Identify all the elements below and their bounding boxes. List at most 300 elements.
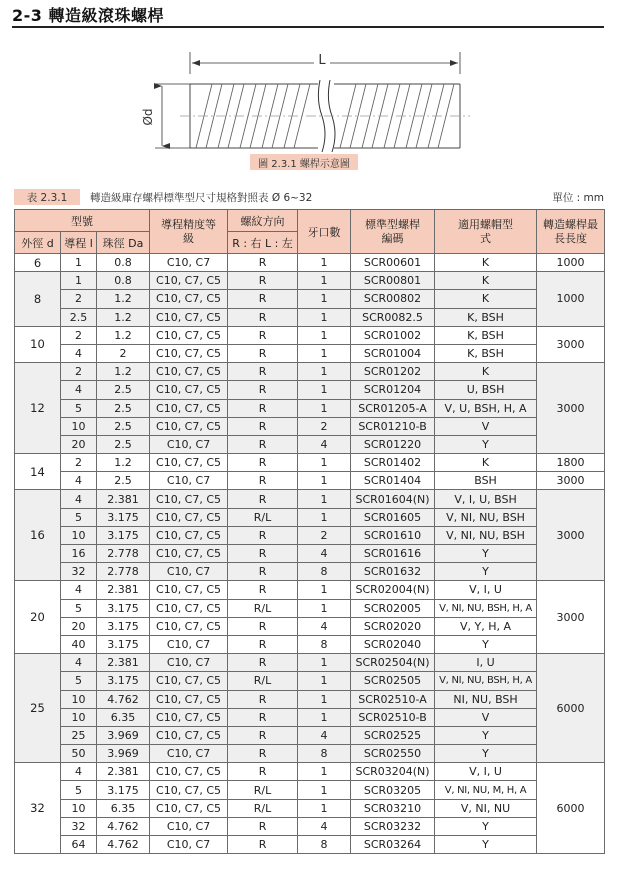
cell-lead: 32 — [61, 563, 97, 581]
cell-standard-code: SCR02550 — [351, 745, 435, 763]
cell-standard-code: SCR02505 — [351, 672, 435, 690]
header-nut-type: 適用螺帽型式 — [435, 210, 537, 254]
cell-ball-diameter: 3.175 — [97, 599, 150, 617]
cell-thread-direction: R — [228, 545, 298, 563]
cell-circuits: 1 — [298, 672, 351, 690]
cell-outer-diameter: 25 — [15, 654, 61, 763]
cell-ball-diameter: 2.5 — [97, 472, 150, 490]
cell-outer-diameter: 6 — [15, 254, 61, 272]
spec-table — [14, 209, 605, 854]
cell-nut-type: V, I, U — [435, 581, 537, 599]
cell-lead: 4 — [61, 344, 97, 362]
cell-accuracy: C10, C7, C5 — [150, 508, 228, 526]
table-row — [15, 344, 605, 362]
cell-accuracy: C10, C7 — [150, 435, 228, 453]
header-ball-diameter: 珠徑 Da — [97, 232, 150, 254]
cell-accuracy: C10, C7, C5 — [150, 272, 228, 290]
cell-lead: 50 — [61, 745, 97, 763]
cell-thread-direction: R/L — [228, 508, 298, 526]
cell-lead: 1 — [61, 254, 97, 272]
cell-standard-code: SCR03210 — [351, 799, 435, 817]
cell-outer-diameter: 32 — [15, 763, 61, 854]
cell-circuits: 1 — [298, 290, 351, 308]
cell-circuits: 1 — [298, 308, 351, 326]
table-row — [15, 817, 605, 835]
cell-ball-diameter: 4.762 — [97, 836, 150, 854]
cell-accuracy: C10, C7, C5 — [150, 599, 228, 617]
cell-outer-diameter: 10 — [15, 326, 61, 362]
cell-thread-direction: R — [228, 254, 298, 272]
cell-accuracy: C10, C7, C5 — [150, 726, 228, 744]
cell-lead: 5 — [61, 508, 97, 526]
cell-accuracy: C10, C7, C5 — [150, 290, 228, 308]
cell-lead: 4 — [61, 381, 97, 399]
cell-nut-type: I, U — [435, 654, 537, 672]
cell-standard-code: SCR02510-A — [351, 690, 435, 708]
cell-lead: 10 — [61, 708, 97, 726]
cell-nut-type: V, NI, NU, BSH, H, A — [435, 599, 537, 617]
cell-thread-direction: R — [228, 708, 298, 726]
ball-screw-diagram — [0, 44, 617, 154]
cell-standard-code: SCR02004(N) — [351, 581, 435, 599]
cell-thread-direction: R — [228, 581, 298, 599]
cell-ball-diameter: 2.381 — [97, 581, 150, 599]
table-label: 表 2.3.1 — [14, 189, 80, 205]
table-row — [15, 599, 605, 617]
cell-standard-code: SCR00801 — [351, 272, 435, 290]
table-row — [15, 836, 605, 854]
table-caption-row — [14, 189, 604, 205]
cell-lead: 5 — [61, 399, 97, 417]
cell-outer-diameter: 14 — [15, 454, 61, 490]
cell-standard-code: SCR03232 — [351, 817, 435, 835]
table-row — [15, 745, 605, 763]
spec-table-body — [15, 254, 605, 854]
cell-standard-code: SCR03204(N) — [351, 763, 435, 781]
header-lead: 導程 l — [61, 232, 97, 254]
cell-standard-code: SCR02510-B — [351, 708, 435, 726]
title-rule — [12, 26, 604, 28]
table-row — [15, 581, 605, 599]
cell-thread-direction: R — [228, 435, 298, 453]
cell-circuits: 1 — [298, 399, 351, 417]
cell-thread-direction: R — [228, 745, 298, 763]
cell-nut-type: V, NI, NU, BSH — [435, 526, 537, 544]
cell-thread-direction: R — [228, 635, 298, 653]
cell-lead: 2 — [61, 326, 97, 344]
cell-circuits: 1 — [298, 326, 351, 344]
cell-thread-direction: R/L — [228, 672, 298, 690]
cell-thread-direction: R — [228, 472, 298, 490]
cell-lead: 10 — [61, 526, 97, 544]
length-label: L — [318, 53, 326, 68]
cell-accuracy: C10, C7, C5 — [150, 417, 228, 435]
cell-thread-direction: R — [228, 381, 298, 399]
cell-ball-diameter: 1.2 — [97, 363, 150, 381]
cell-lead: 10 — [61, 690, 97, 708]
cell-standard-code: SCR00802 — [351, 290, 435, 308]
cell-standard-code: SCR02040 — [351, 635, 435, 653]
header-circuits: 牙口數 — [298, 210, 351, 254]
cell-standard-code: SCR02525 — [351, 726, 435, 744]
cell-circuits: 1 — [298, 472, 351, 490]
cell-nut-type: V, I, U, BSH — [435, 490, 537, 508]
cell-circuits: 2 — [298, 417, 351, 435]
table-row — [15, 545, 605, 563]
cell-circuits: 1 — [298, 763, 351, 781]
cell-lead: 20 — [61, 617, 97, 635]
cell-lead: 2 — [61, 290, 97, 308]
cell-thread-direction: R — [228, 454, 298, 472]
cell-nut-type: Y — [435, 545, 537, 563]
cell-circuits: 1 — [298, 254, 351, 272]
cell-circuits: 8 — [298, 563, 351, 581]
cell-circuits: 1 — [298, 581, 351, 599]
cell-nut-type: Y — [435, 726, 537, 744]
table-row — [15, 654, 605, 672]
cell-standard-code: SCR01205-A — [351, 399, 435, 417]
cell-accuracy: C10, C7, C5 — [150, 545, 228, 563]
cell-standard-code: SCR01616 — [351, 545, 435, 563]
cell-nut-type: Y — [435, 836, 537, 854]
table-row — [15, 326, 605, 344]
cell-circuits: 1 — [298, 344, 351, 362]
table-unit: 單位 : mm — [552, 192, 604, 204]
cell-standard-code: SCR01604(N) — [351, 490, 435, 508]
cell-lead: 32 — [61, 817, 97, 835]
cell-circuits: 1 — [298, 272, 351, 290]
cell-ball-diameter: 2 — [97, 344, 150, 362]
cell-ball-diameter: 2.5 — [97, 381, 150, 399]
cell-nut-type: K, BSH — [435, 344, 537, 362]
cell-max-length: 3000 — [537, 363, 605, 454]
cell-thread-direction: R — [228, 563, 298, 581]
cell-circuits: 4 — [298, 726, 351, 744]
cell-ball-diameter: 0.8 — [97, 254, 150, 272]
cell-max-length: 1800 — [537, 454, 605, 472]
cell-thread-direction: R — [228, 690, 298, 708]
cell-thread-direction: R — [228, 363, 298, 381]
cell-ball-diameter: 2.778 — [97, 545, 150, 563]
cell-standard-code: SCR01610 — [351, 526, 435, 544]
cell-nut-type: Y — [435, 745, 537, 763]
table-description: 轉造級庫存螺桿標準型尺寸規格對照表 Ø 6~32 — [90, 192, 313, 204]
cell-accuracy: C10, C7 — [150, 654, 228, 672]
cell-nut-type: Y — [435, 817, 537, 835]
cell-ball-diameter: 1.2 — [97, 290, 150, 308]
cell-thread-direction: R — [228, 726, 298, 744]
cell-ball-diameter: 6.35 — [97, 799, 150, 817]
cell-accuracy: C10, C7, C5 — [150, 490, 228, 508]
page-title: 2-3 轉造級滾珠螺桿 — [12, 6, 164, 25]
cell-lead: 40 — [61, 635, 97, 653]
cell-thread-direction: R — [228, 417, 298, 435]
cell-thread-direction: R — [228, 526, 298, 544]
cell-lead: 5 — [61, 672, 97, 690]
cell-standard-code: SCR01605 — [351, 508, 435, 526]
cell-circuits: 1 — [298, 654, 351, 672]
cell-circuits: 1 — [298, 381, 351, 399]
cell-standard-code: SCR03264 — [351, 836, 435, 854]
figure-caption: 圖 2.3.1 螺桿示意圖 — [250, 154, 358, 170]
cell-circuits: 2 — [298, 526, 351, 544]
cell-standard-code: SCR01004 — [351, 344, 435, 362]
cell-thread-direction: R — [228, 326, 298, 344]
cell-max-length: 6000 — [537, 763, 605, 854]
cell-standard-code: SCR01210-B — [351, 417, 435, 435]
cell-thread-direction: R — [228, 308, 298, 326]
cell-accuracy: C10, C7, C5 — [150, 781, 228, 799]
cell-standard-code: SCR02005 — [351, 599, 435, 617]
cell-circuits: 1 — [298, 490, 351, 508]
cell-ball-diameter: 2.778 — [97, 563, 150, 581]
header-max-length: 轉造螺桿最長長度 — [537, 210, 605, 254]
cell-lead: 5 — [61, 599, 97, 617]
cell-thread-direction: R — [228, 272, 298, 290]
cell-accuracy: C10, C7, C5 — [150, 690, 228, 708]
table-row — [15, 799, 605, 817]
cell-thread-direction: R — [228, 836, 298, 854]
cell-lead: 1 — [61, 272, 97, 290]
cell-ball-diameter: 4.762 — [97, 817, 150, 835]
cell-ball-diameter: 1.2 — [97, 308, 150, 326]
cell-max-length: 3000 — [537, 326, 605, 362]
table-row — [15, 381, 605, 399]
cell-accuracy: C10, C7 — [150, 563, 228, 581]
header-thread-direction: 螺紋方向 — [228, 210, 298, 232]
cell-ball-diameter: 3.969 — [97, 745, 150, 763]
cell-nut-type: K, BSH — [435, 308, 537, 326]
cell-accuracy: C10, C7, C5 — [150, 454, 228, 472]
cell-nut-type: K — [435, 254, 537, 272]
cell-thread-direction: R — [228, 654, 298, 672]
table-row — [15, 363, 605, 381]
cell-thread-direction: R — [228, 617, 298, 635]
cell-standard-code: SCR01002 — [351, 326, 435, 344]
cell-nut-type: NI, NU, BSH — [435, 690, 537, 708]
table-row — [15, 563, 605, 581]
table-row — [15, 508, 605, 526]
cell-nut-type: Y — [435, 435, 537, 453]
cell-max-length: 3000 — [537, 490, 605, 581]
cell-standard-code: SCR01204 — [351, 381, 435, 399]
cell-accuracy: C10, C7, C5 — [150, 799, 228, 817]
cell-max-length: 1000 — [537, 254, 605, 272]
cell-accuracy: C10, C7, C5 — [150, 526, 228, 544]
cell-lead: 25 — [61, 726, 97, 744]
cell-accuracy: C10, C7 — [150, 635, 228, 653]
cell-circuits: 1 — [298, 363, 351, 381]
cell-accuracy: C10, C7, C5 — [150, 617, 228, 635]
cell-lead: 10 — [61, 799, 97, 817]
cell-nut-type: V, NI, NU — [435, 799, 537, 817]
cell-nut-type: BSH — [435, 472, 537, 490]
cell-ball-diameter: 2.5 — [97, 399, 150, 417]
cell-lead: 64 — [61, 836, 97, 854]
cell-max-length: 6000 — [537, 654, 605, 763]
cell-ball-diameter: 2.5 — [97, 417, 150, 435]
cell-nut-type: V, NI, NU, M, H, A — [435, 781, 537, 799]
table-row — [15, 617, 605, 635]
table-row — [15, 308, 605, 326]
cell-thread-direction: R — [228, 344, 298, 362]
cell-nut-type: V, U, BSH, H, A — [435, 399, 537, 417]
table-row — [15, 708, 605, 726]
table-row — [15, 635, 605, 653]
cell-ball-diameter: 1.2 — [97, 454, 150, 472]
cell-nut-type: V, NI, NU, BSH, H, A — [435, 672, 537, 690]
cell-lead: 2 — [61, 454, 97, 472]
cell-standard-code: SCR02020 — [351, 617, 435, 635]
cell-ball-diameter: 3.175 — [97, 508, 150, 526]
cell-standard-code: SCR01402 — [351, 454, 435, 472]
cell-accuracy: C10, C7, C5 — [150, 381, 228, 399]
cell-ball-diameter: 3.175 — [97, 617, 150, 635]
cell-thread-direction: R — [228, 763, 298, 781]
cell-thread-direction: R/L — [228, 781, 298, 799]
cell-lead: 4 — [61, 654, 97, 672]
table-row — [15, 526, 605, 544]
cell-ball-diameter: 3.969 — [97, 726, 150, 744]
cell-circuits: 4 — [298, 817, 351, 835]
cell-circuits: 4 — [298, 617, 351, 635]
cell-accuracy: C10, C7, C5 — [150, 763, 228, 781]
cell-ball-diameter: 4.762 — [97, 690, 150, 708]
cell-outer-diameter: 16 — [15, 490, 61, 581]
cell-accuracy: C10, C7 — [150, 745, 228, 763]
cell-accuracy: C10, C7 — [150, 254, 228, 272]
cell-nut-type: K — [435, 290, 537, 308]
cell-ball-diameter: 2.381 — [97, 763, 150, 781]
cell-lead: 2.5 — [61, 308, 97, 326]
cell-nut-type: Y — [435, 563, 537, 581]
table-row — [15, 272, 605, 290]
cell-thread-direction: R — [228, 290, 298, 308]
cell-circuits: 1 — [298, 708, 351, 726]
cell-standard-code: SCR01632 — [351, 563, 435, 581]
table-row — [15, 781, 605, 799]
header-standard-code: 標準型螺桿編碼 — [351, 210, 435, 254]
table-row — [15, 290, 605, 308]
cell-lead: 4 — [61, 490, 97, 508]
cell-lead: 20 — [61, 435, 97, 453]
cell-nut-type: V, Y, H, A — [435, 617, 537, 635]
cell-circuits: 8 — [298, 836, 351, 854]
cell-outer-diameter: 20 — [15, 581, 61, 654]
cell-accuracy: C10, C7, C5 — [150, 399, 228, 417]
cell-accuracy: C10, C7, C5 — [150, 672, 228, 690]
cell-standard-code: SCR02504(N) — [351, 654, 435, 672]
cell-circuits: 1 — [298, 781, 351, 799]
cell-thread-direction: R — [228, 817, 298, 835]
cell-nut-type: K — [435, 454, 537, 472]
cell-nut-type: U, BSH — [435, 381, 537, 399]
cell-circuits: 4 — [298, 435, 351, 453]
cell-standard-code: SCR0082.5 — [351, 308, 435, 326]
cell-thread-direction: R — [228, 399, 298, 417]
cell-ball-diameter: 3.175 — [97, 635, 150, 653]
cell-circuits: 1 — [298, 690, 351, 708]
cell-max-length: 3000 — [537, 472, 605, 490]
cell-thread-direction: R/L — [228, 599, 298, 617]
cell-accuracy: C10, C7 — [150, 836, 228, 854]
cell-circuits: 8 — [298, 635, 351, 653]
table-row — [15, 417, 605, 435]
cell-nut-type: V, NI, NU, BSH — [435, 508, 537, 526]
cell-lead: 10 — [61, 417, 97, 435]
header-model: 型號 — [15, 210, 150, 232]
cell-accuracy: C10, C7, C5 — [150, 344, 228, 362]
cell-standard-code: SCR03205 — [351, 781, 435, 799]
cell-max-length: 3000 — [537, 581, 605, 654]
cell-standard-code: SCR01404 — [351, 472, 435, 490]
cell-thread-direction: R/L — [228, 799, 298, 817]
cell-ball-diameter: 1.2 — [97, 326, 150, 344]
cell-circuits: 8 — [298, 745, 351, 763]
cell-lead: 16 — [61, 545, 97, 563]
cell-accuracy: C10, C7, C5 — [150, 581, 228, 599]
cell-accuracy: C10, C7, C5 — [150, 308, 228, 326]
cell-lead: 5 — [61, 781, 97, 799]
cell-thread-direction: R — [228, 490, 298, 508]
cell-outer-diameter: 8 — [15, 272, 61, 327]
cell-circuits: 1 — [298, 454, 351, 472]
cell-nut-type: K — [435, 272, 537, 290]
cell-nut-type: V — [435, 417, 537, 435]
cell-ball-diameter: 2.381 — [97, 654, 150, 672]
cell-lead: 4 — [61, 472, 97, 490]
cell-circuits: 1 — [298, 799, 351, 817]
table-row — [15, 726, 605, 744]
cell-circuits: 1 — [298, 599, 351, 617]
table-row — [15, 690, 605, 708]
cell-nut-type: V — [435, 708, 537, 726]
table-row — [15, 254, 605, 272]
table-row — [15, 399, 605, 417]
header-outer-diameter: 外徑 d — [15, 232, 61, 254]
table-row — [15, 490, 605, 508]
cell-accuracy: C10, C7, C5 — [150, 326, 228, 344]
cell-accuracy: C10, C7, C5 — [150, 363, 228, 381]
table-row — [15, 435, 605, 453]
cell-ball-diameter: 3.175 — [97, 672, 150, 690]
cell-ball-diameter: 3.175 — [97, 781, 150, 799]
cell-max-length: 1000 — [537, 272, 605, 327]
cell-accuracy: C10, C7 — [150, 817, 228, 835]
cell-standard-code: SCR00601 — [351, 254, 435, 272]
cell-ball-diameter: 2.381 — [97, 490, 150, 508]
cell-ball-diameter: 6.35 — [97, 708, 150, 726]
header-accuracy: 導程精度等級 — [150, 210, 228, 254]
cell-nut-type: K, BSH — [435, 326, 537, 344]
cell-nut-type: K — [435, 363, 537, 381]
cell-ball-diameter: 2.5 — [97, 435, 150, 453]
cell-lead: 2 — [61, 363, 97, 381]
cell-accuracy: C10, C7, C5 — [150, 708, 228, 726]
cell-outer-diameter: 12 — [15, 363, 61, 454]
cell-circuits: 4 — [298, 545, 351, 563]
cell-accuracy: C10, C7 — [150, 472, 228, 490]
cell-lead: 4 — [61, 581, 97, 599]
diameter-label: Ød — [141, 108, 155, 126]
header-thread-direction-sub: R : 右 L : 左 — [228, 232, 298, 254]
cell-standard-code: SCR01220 — [351, 435, 435, 453]
cell-standard-code: SCR01202 — [351, 363, 435, 381]
cell-lead: 4 — [61, 763, 97, 781]
table-row — [15, 454, 605, 472]
table-row — [15, 672, 605, 690]
cell-circuits: 1 — [298, 508, 351, 526]
